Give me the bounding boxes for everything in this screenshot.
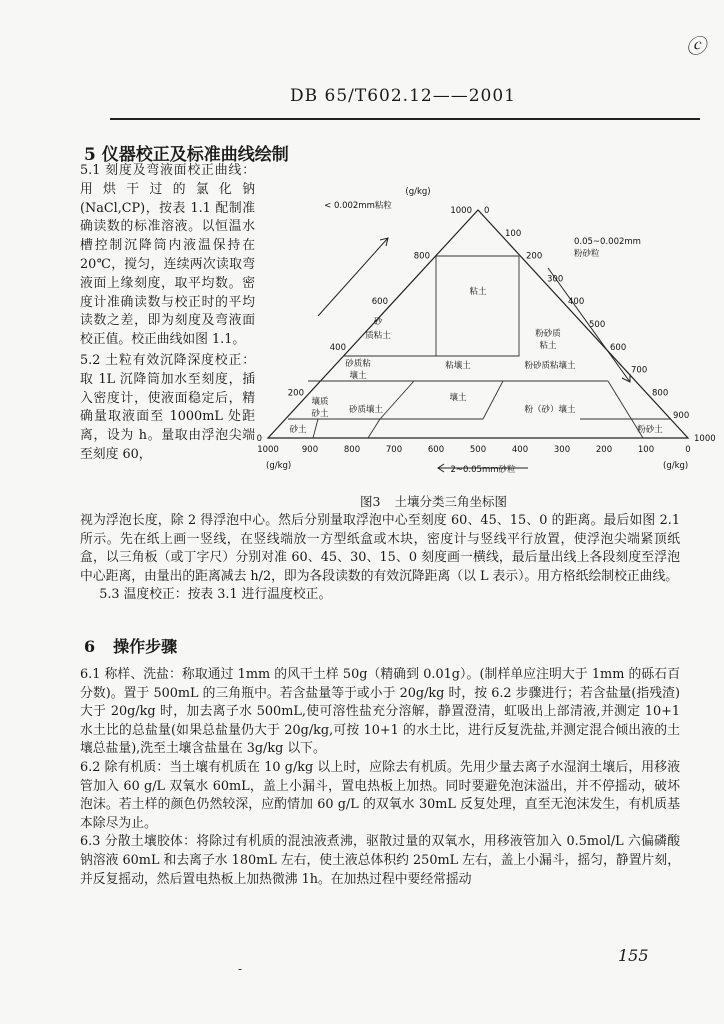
- bottom-tick-label: 100: [637, 445, 655, 455]
- region-silt: 粉砂土: [637, 425, 663, 435]
- section-5-wrapped-column: [80, 162, 255, 465]
- region-sandy-clay-line-2: 质粘土: [365, 331, 391, 341]
- figure-title: 土壤分类三角坐标图: [394, 494, 507, 509]
- bottom-axis-unit-left: (g/kg): [266, 461, 292, 471]
- left-tick-label: 1000: [450, 206, 472, 216]
- right-axis-label: 0.05~0.002mm: [574, 237, 641, 247]
- loamy-sand-edge: [368, 419, 380, 438]
- right-tick-label: 100: [505, 228, 522, 239]
- right-tick-label: 900: [673, 411, 690, 422]
- bottom-axis-unit-right: (g/kg): [663, 461, 689, 471]
- bottom-tick-label: 300: [553, 445, 571, 455]
- bottom-axis-label: 2~0.05mm砂粒: [450, 465, 516, 475]
- region-sandy-loam: 砂质壤土: [348, 405, 384, 415]
- section-6-number: 6: [84, 637, 96, 656]
- silty-clay-split: [436, 256, 519, 356]
- section-5-title: 5 仪器校正及标准曲线绘制: [84, 145, 289, 165]
- left-axis-unit: (g/kg): [405, 187, 431, 197]
- right-tick-label: 800: [652, 388, 669, 399]
- region-silty-clay-line-2: 粘土: [539, 341, 557, 351]
- region-loamy-sand: 壤质: [311, 397, 329, 407]
- region-loamy-sand-line-2: 砂土: [311, 409, 329, 419]
- right-tick-label: 1000: [694, 434, 716, 444]
- section-6-title: [84, 634, 177, 657]
- region-silt-loam: 粉（砂）壤土: [524, 405, 576, 415]
- region-silty-clay-loam: 粉砂质粘壤土: [524, 361, 576, 371]
- bottom-tick-label: 0: [685, 445, 691, 455]
- left-axis-label: < 0.002mm粘粒: [324, 201, 392, 211]
- region-clay-loam: 粘壤土: [445, 361, 471, 371]
- bottom-tick-label: 800: [343, 445, 361, 455]
- figure-number: 图3: [360, 494, 381, 509]
- page-number-handwritten: 155: [618, 946, 649, 965]
- region-sandy-clay: 砂: [373, 317, 383, 327]
- region-loam: 壤土: [449, 393, 467, 403]
- right-tick-label: 600: [610, 342, 627, 353]
- section-5-continued: [80, 512, 680, 605]
- bottom-dash: -: [238, 962, 243, 976]
- right-tick-label: 0: [484, 206, 490, 216]
- header-rule: [110, 118, 700, 120]
- paragraph-6-3: 6.3 分散土壤胶体：将除过有机质的混浊液煮沸，驱散过量的双氧水，用移液管加入 0.5mol/L 六偏磷酸钠溶液 60mL 和去离子水 180mL 左右，使土液总体积约 250mL 左右，盖上小漏斗，摇匀，静置片刻，并反复摇动，然后置电热板上加热微沸 1h。在加热过程中要经常摇动: [80, 834, 680, 887]
- paragraph-5-2-start: 5.2 土粒有效沉降深度校正：取 1L 沉降筒加水至刻度，插入密度计，使液面稳定后，精确量取液面至 1000mL 处距离，设为 h。量取由浮泡尖端至刻度 60，: [80, 352, 255, 462]
- bottom-tick-label: 900: [301, 445, 319, 455]
- left-tick-label: 400: [329, 342, 346, 353]
- right-tick-label: 300: [547, 274, 564, 285]
- region-sandy-clay-loam: 砂质粘: [345, 359, 371, 369]
- loam-left-edge: [380, 381, 414, 419]
- paragraph-5-2-continued: 视为浮泡长度，除 2 得浮泡中心。然后分别量取浮泡中心至刻度 60、45、15、0 的距离。最后如图 2.1 所示。先在纸上画一竖线，在竖线端放一方型纸盒或木块，密度计与竖线平行放置，使浮泡尖端紧顶纸盒，以三角板（或丁字尺）分别对准 60、45、30、15、0 刻度画一横线，最后量出线上各段刻度至浮泡中心距离，由量出的距离减去 h/2，即为各段读数的有效沉降距离（以 L 表示）。用方格纸绘制校正曲线。: [80, 513, 680, 584]
- paragraph-5-1: 5.1 刻度及弯液面校正曲线：用烘干过的氯化钠(NaCl,CP)，按表 1.1 配制准确读数的标准溶液。以恒温水槽控制沉降筒内液温保持在 20℃，搅匀，连续两次读取弯液面上缘刻度，取平均数。密度计准确读数与校正时的平均读数之差，即为刻度及弯液面校正值。校正曲线如图 1.1。: [80, 163, 255, 348]
- right-tick-label: 700: [631, 365, 648, 376]
- bottom-tick-label: 500: [469, 445, 487, 455]
- sand-edge: [313, 419, 318, 438]
- region-silty-clay: 粉砂质: [535, 329, 561, 339]
- left-tick-label: 800: [413, 251, 430, 262]
- section-6-body: [80, 666, 680, 889]
- right-tick-label: 200: [526, 251, 543, 262]
- right-tick-label: 500: [589, 320, 606, 330]
- left-tick-label: 200: [287, 388, 304, 399]
- section-6-label: 操作步骤: [113, 637, 178, 656]
- region-sandy-clay-loam-line-2: 壤土: [349, 371, 367, 381]
- paragraph-6-1: 6.1 称样、洗盐：称取通过 1mm 的风干土样 50g（精确到 0.01g）。(制样单应注明大于 1mm 的砾石百分数)。置于 500mL 的三角瓶中。若含盐量等于或小于 20g/kg 时，按 6.2 步骤进行；若含盐量(指残渣)大于 20g/kg 时，加去离子水 500mL,使可溶性盐充分溶解，静置澄清，虹吸出上部清液,并测定 10+1 水土比的总盐量(如果总盐量仍大于 20g/kg,可按 10+1 的水土比，进行反复洗盐,并测定混合倾出液的土壤总盐量),洗至土壤含盐量在 3g/kg 以下。: [80, 667, 680, 757]
- left-tick-label: 600: [371, 297, 388, 308]
- paragraph-5-3: 5.3 温度校正：按表 3.1 进行温度校正。: [99, 587, 332, 603]
- figure-caption: [360, 492, 521, 510]
- bottom-tick-label: 700: [385, 445, 403, 455]
- document-code-header: DB 65/T602.12——2001: [290, 86, 516, 106]
- corner-handwritten-mark: ⓒ: [686, 34, 706, 58]
- right-tick-label: 400: [568, 297, 585, 308]
- soil-texture-triangle-figure: [256, 176, 716, 476]
- bottom-tick-label: 600: [427, 445, 445, 455]
- loam-right-edge: [483, 381, 503, 419]
- bottom-tick-label: 200: [595, 445, 613, 455]
- bottom-tick-label: 1000: [257, 445, 279, 455]
- right-axis-label-line-2: 粉砂粒: [574, 249, 600, 259]
- region-clay: 粘土: [469, 287, 487, 297]
- paragraph-6-2: 6.2 除有机质：当土壤有机质在 10 g/kg 以上时，应除去有机质。先用少量去离子水湿润土壤后，用移液管加入 60 g/L 双氧水 60mL，盖上小漏斗，置电热板上加热。同时要避免泡沫溢出，并不停摇动，破坏泡沫。若土样的颜色仍然较深，应酌情加 60 g/L 的双氧水 30mL 反复处理，直至无泡沫发生，有机质基本除尽为止。: [80, 759, 680, 831]
- bottom-tick-label: 400: [511, 445, 529, 455]
- left-tick-label: 0: [256, 434, 262, 444]
- region-sand: 砂土: [289, 425, 307, 435]
